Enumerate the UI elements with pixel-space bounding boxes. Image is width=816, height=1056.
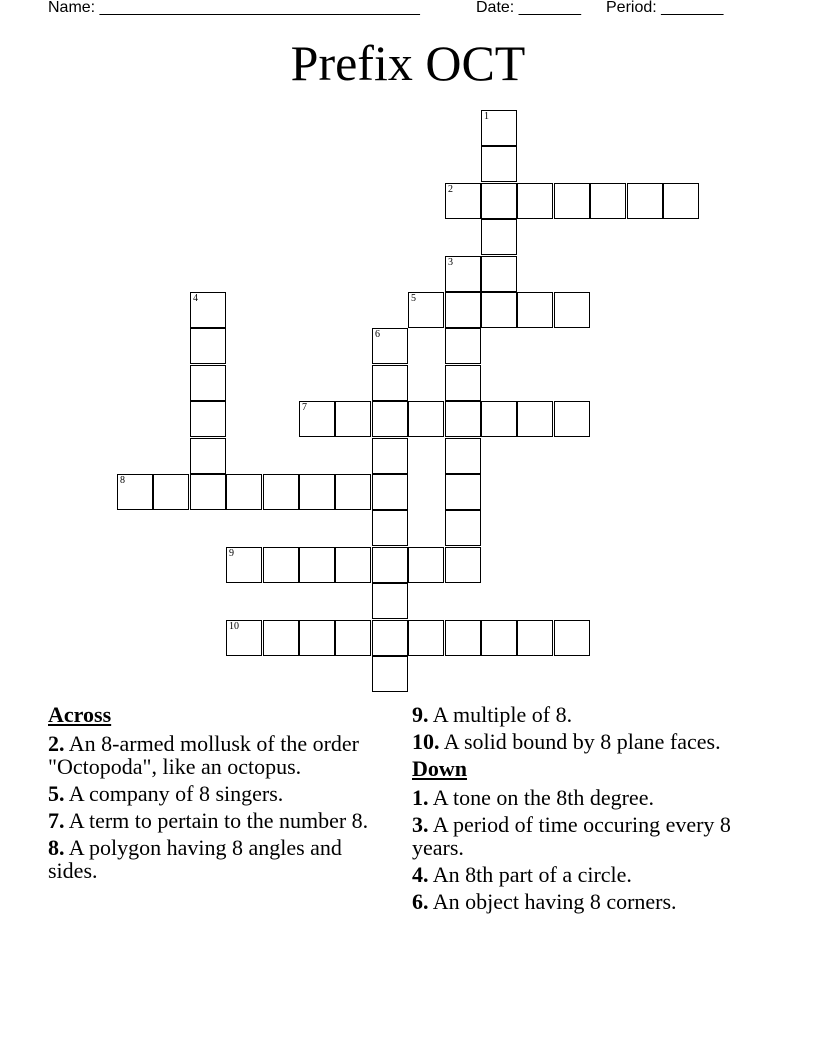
grid-cell[interactable] [190, 328, 226, 364]
grid-cell[interactable] [335, 547, 371, 583]
grid-cell[interactable] [481, 219, 517, 255]
grid-cell[interactable] [445, 365, 481, 401]
clues-column-right [412, 703, 752, 917]
grid-cell[interactable] [554, 292, 590, 328]
grid-cell[interactable] [299, 547, 335, 583]
grid-cell[interactable] [226, 547, 262, 583]
grid-cell[interactable] [372, 656, 408, 692]
grid-cell[interactable] [190, 474, 226, 510]
clue-down-1: 1. A tone on the 8th degree. [412, 785, 654, 810]
grid-cell[interactable] [445, 510, 481, 546]
grid-cell[interactable] [445, 474, 481, 510]
grid-cell[interactable] [481, 183, 517, 219]
grid-cell[interactable] [445, 328, 481, 364]
grid-cell[interactable] [481, 292, 517, 328]
grid-cell[interactable] [226, 620, 262, 656]
clue-number: 7 [302, 402, 307, 413]
student-info-header [0, 0, 816, 20]
grid-cell[interactable] [445, 292, 481, 328]
grid-cell[interactable] [226, 474, 262, 510]
grid-cell[interactable] [335, 474, 371, 510]
grid-cell[interactable] [517, 183, 553, 219]
grid-cell[interactable] [408, 547, 444, 583]
grid-cell[interactable] [481, 146, 517, 182]
grid-cell[interactable] [190, 401, 226, 437]
grid-cell[interactable] [627, 183, 663, 219]
grid-cell[interactable] [554, 183, 590, 219]
clue-number: 10 [229, 621, 239, 632]
grid-cell[interactable] [590, 183, 626, 219]
clue-number: 2 [448, 184, 453, 195]
grid-cell[interactable] [481, 256, 517, 292]
grid-cell[interactable] [372, 583, 408, 619]
clue-down-4: 4. An 8th part of a circle. [412, 862, 632, 887]
grid-cell[interactable] [408, 401, 444, 437]
grid-cell[interactable] [372, 510, 408, 546]
grid-cell[interactable] [554, 401, 590, 437]
name-field[interactable]: Name: ____________________________________ [48, 0, 420, 16]
clue-number: 1 [484, 111, 489, 122]
grid-cell[interactable] [445, 401, 481, 437]
grid-cell[interactable] [372, 438, 408, 474]
grid-cell[interactable] [263, 474, 299, 510]
grid-cell[interactable] [445, 256, 481, 292]
clue-number: 3 [448, 257, 453, 268]
grid-cell[interactable] [190, 292, 226, 328]
date-field[interactable]: Date: _______ [476, 0, 581, 16]
grid-cell[interactable] [372, 365, 408, 401]
grid-cell[interactable] [263, 620, 299, 656]
grid-cell[interactable] [481, 110, 517, 146]
clue-across-8: 8. A polygon having 8 angles and sides. [48, 835, 342, 883]
clue-across-10: 10. A solid bound by 8 plane faces. [412, 729, 721, 754]
clue-number: 6 [375, 329, 380, 340]
grid-cell[interactable] [335, 620, 371, 656]
grid-cell[interactable] [445, 547, 481, 583]
grid-cell[interactable] [445, 183, 481, 219]
down-heading: Down [412, 756, 468, 781]
grid-cell[interactable] [372, 328, 408, 364]
grid-cell[interactable] [445, 620, 481, 656]
grid-cell[interactable] [372, 401, 408, 437]
clue-across-5: 5. A company of 8 singers. [48, 781, 284, 806]
grid-cell[interactable] [408, 620, 444, 656]
grid-cell[interactable] [445, 438, 481, 474]
period-field[interactable]: Period: _______ [606, 0, 724, 16]
grid-cell[interactable] [299, 401, 335, 437]
clues-column-left [48, 703, 388, 886]
grid-cell[interactable] [372, 620, 408, 656]
clue-number: 8 [120, 475, 125, 486]
page-title: Prefix OCT [290, 35, 526, 91]
clue-down-6: 6. An object having 8 corners. [412, 889, 677, 914]
grid-cell[interactable] [554, 620, 590, 656]
grid-cell[interactable] [372, 547, 408, 583]
across-heading: Across [48, 702, 112, 727]
grid-cell[interactable] [517, 292, 553, 328]
grid-cell[interactable] [481, 401, 517, 437]
grid-cell[interactable] [408, 292, 444, 328]
grid-cell[interactable] [153, 474, 189, 510]
clue-number: 4 [193, 293, 198, 304]
grid-cell[interactable] [190, 438, 226, 474]
clue-across-2: 2. An 8-armed mollusk of the order "Octopoda", like an octopus. [48, 731, 359, 779]
clue-across-9: 9. A multiple of 8. [412, 702, 573, 727]
grid-cell[interactable] [517, 401, 553, 437]
clue-number: 5 [411, 293, 416, 304]
grid-cell[interactable] [663, 183, 699, 219]
grid-cell[interactable] [299, 620, 335, 656]
grid-cell[interactable] [372, 474, 408, 510]
grid-cell[interactable] [517, 620, 553, 656]
grid-cell[interactable] [190, 365, 226, 401]
clue-across-7: 7. A term to pertain to the number 8. [48, 808, 369, 833]
clue-number: 9 [229, 548, 234, 559]
grid-cell[interactable] [335, 401, 371, 437]
grid-cell[interactable] [299, 474, 335, 510]
grid-cell[interactable] [263, 547, 299, 583]
clue-down-3: 3. A period of time occuring every 8 years. [412, 812, 731, 860]
grid-cell[interactable] [481, 620, 517, 656]
grid-cell[interactable] [117, 474, 153, 510]
